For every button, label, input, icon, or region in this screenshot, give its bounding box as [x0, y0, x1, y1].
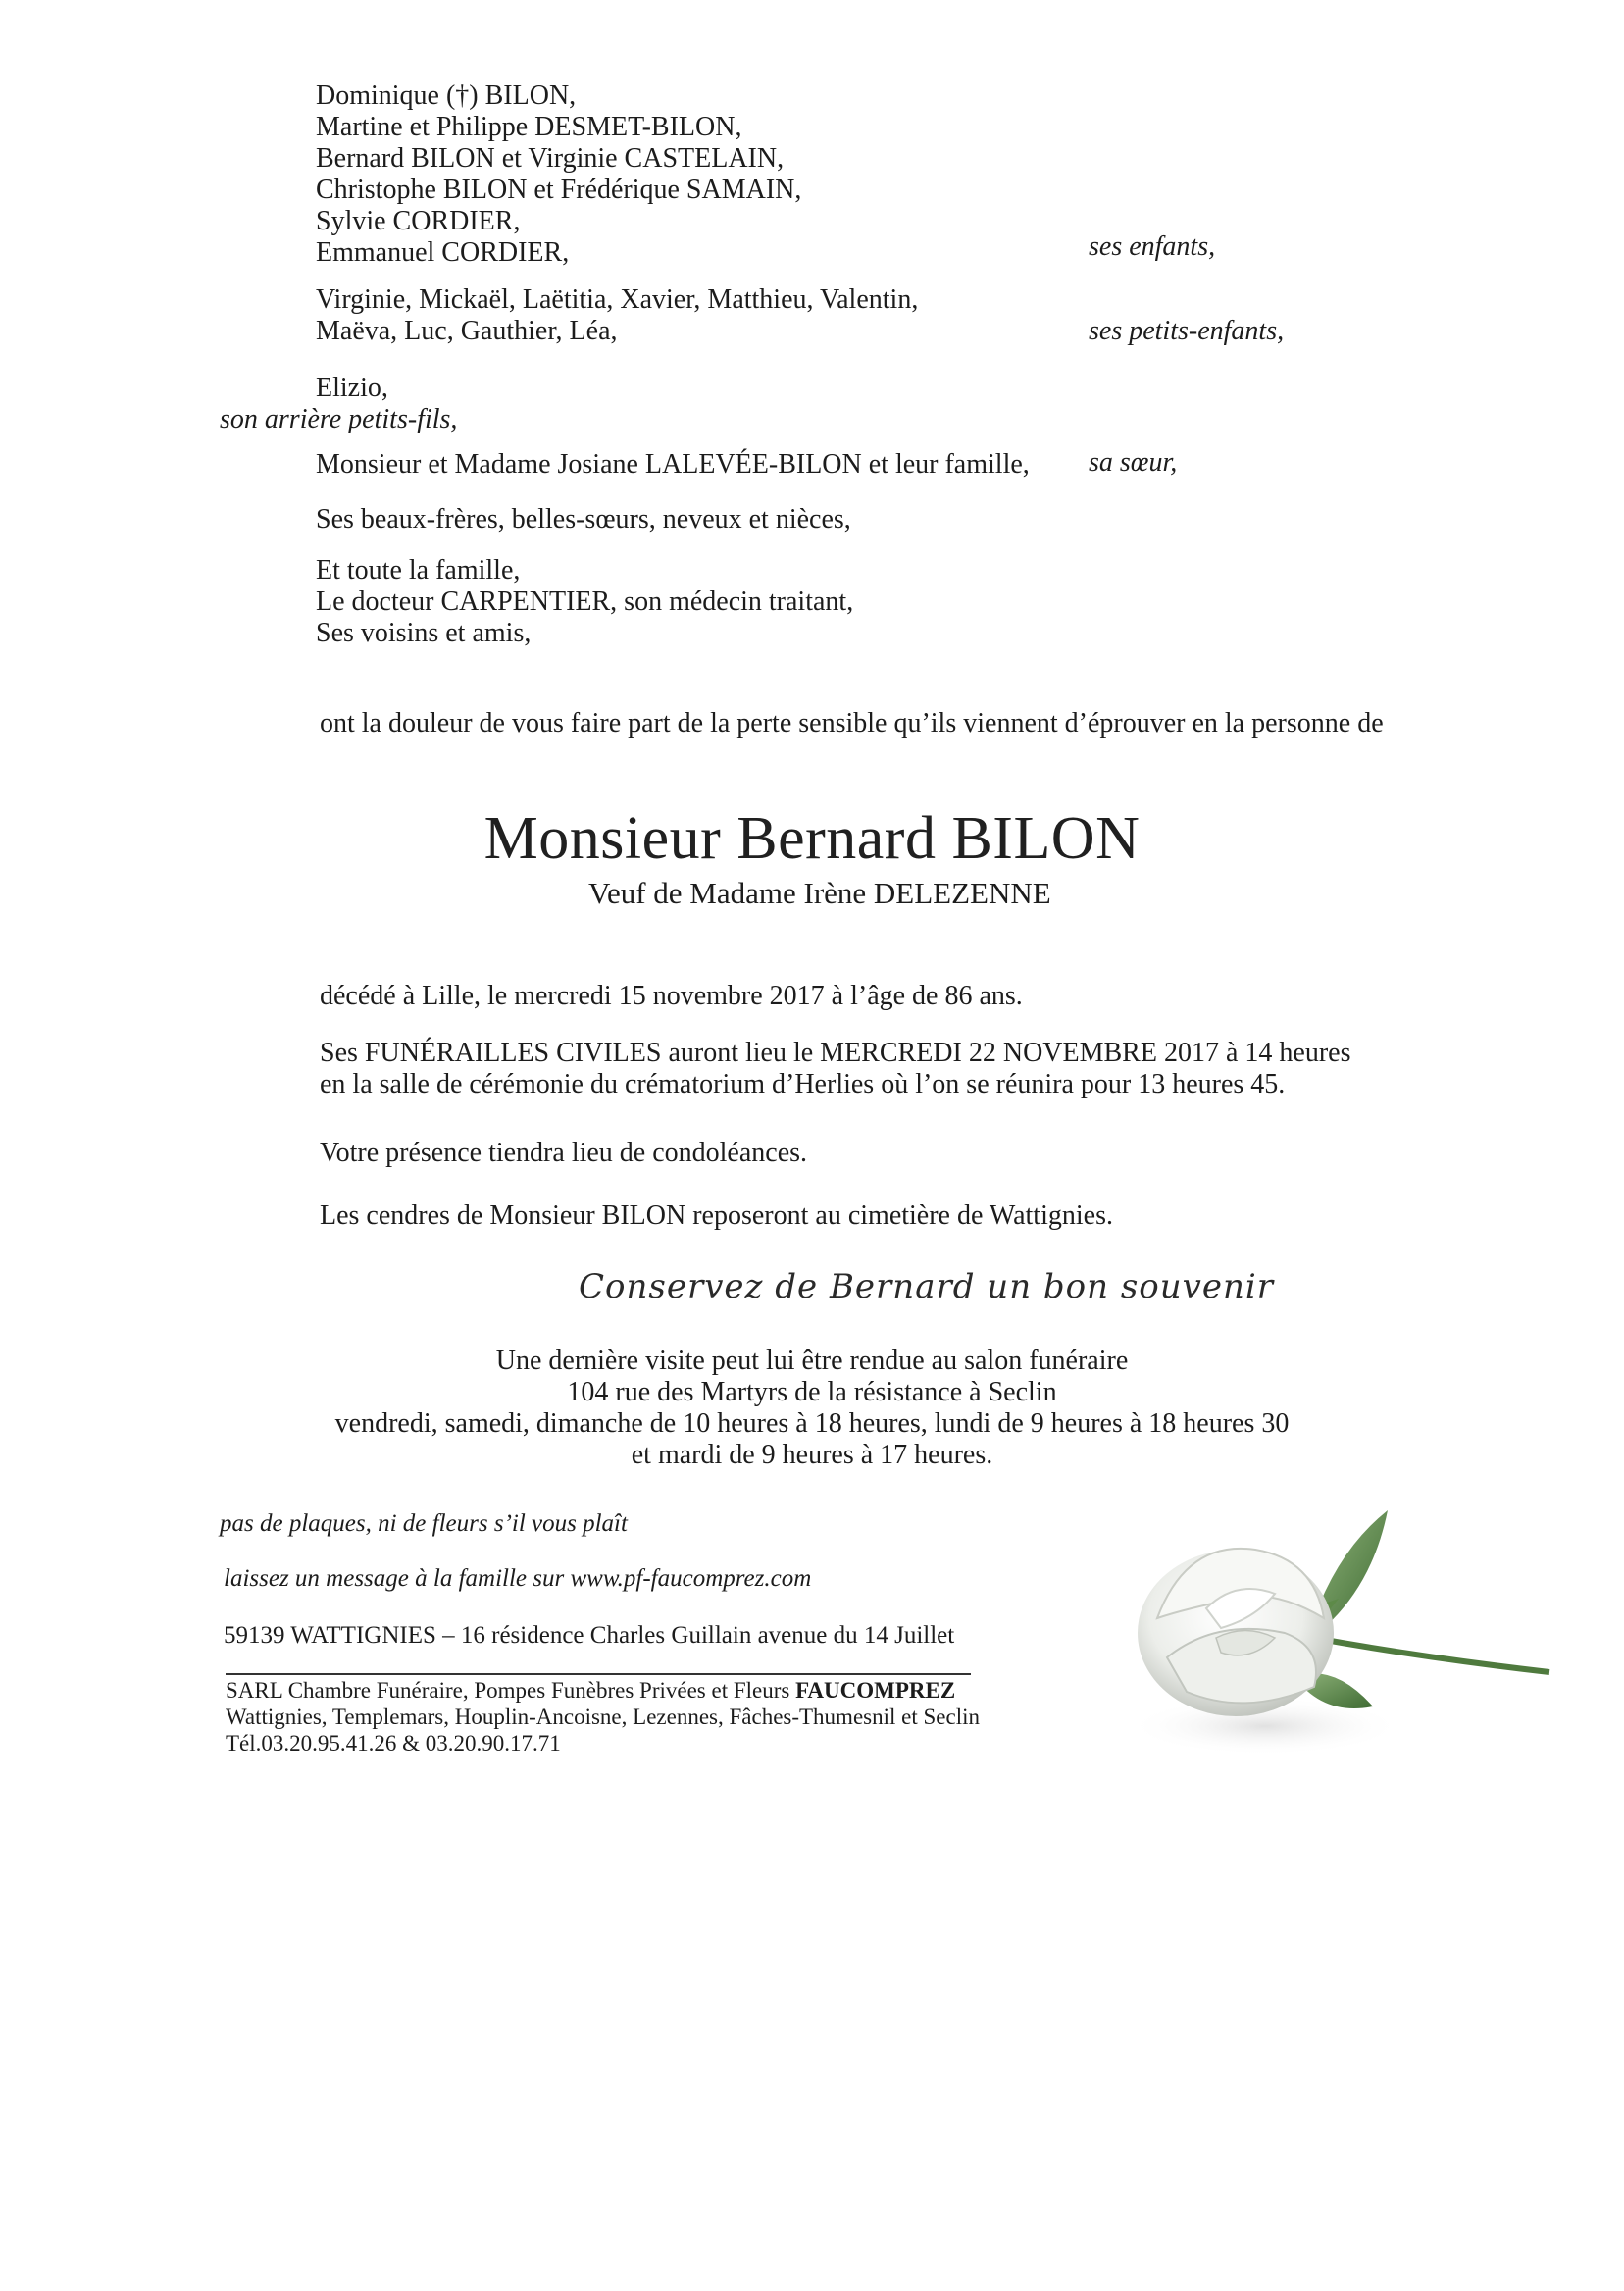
family-member: Maëva, Luc, Gauthier, Léa,: [316, 316, 618, 346]
family-member: Bernard BILON et Virginie CASTELAIN,: [316, 143, 785, 174]
company-prefix: SARL Chambre Funéraire, Pompes Funèbres Privées et Fleurs: [226, 1678, 796, 1703]
towns-line: Wattignies, Templemars, Houplin-Ancoisne, Lezennes, Fâches-Thumesnil et Seclin: [226, 1705, 980, 1729]
family-member: Dominique (†) BILON,: [316, 80, 577, 111]
family-member: Ses voisins et amis,: [316, 618, 532, 648]
phone-line: Tél.03.20.95.41.26 & 03.20.90.17.71: [226, 1731, 561, 1756]
visit-line: et mardi de 9 heures à 17 heures.: [631, 1440, 993, 1470]
family-member: Emmanuel CORDIER,: [316, 237, 570, 268]
souvenir-wrap: [579, 1267, 1274, 1306]
children-role: ses enfants,: [1089, 231, 1216, 262]
grandchildren-list: [316, 284, 918, 347]
grandchildren-role: ses petits-enfants,: [1089, 316, 1285, 346]
condolences-line: Votre présence tiendra lieu de condoléances.: [320, 1138, 808, 1168]
footer-divider: [226, 1673, 971, 1675]
deceased-name: Monsieur Bernard BILON: [483, 805, 1141, 872]
great-grandson-role: son arrière petits-fils,: [220, 404, 458, 434]
company-name: FAUCOMPREZ: [795, 1678, 956, 1703]
funeral-line: en la salle de cérémonie du crématorium d’Herlies où l’on se réunira pour 13 heures 45.: [320, 1069, 1286, 1099]
widow-line-wrap: [588, 876, 1051, 911]
sister-line: Monsieur et Madame Josiane LALEVÉE-BILON et leur famille,: [316, 449, 1030, 480]
family-member: Virginie, Mickaël, Laëtitia, Xavier, Matthieu, Valentin,: [316, 284, 919, 315]
visit-line: Une dernière visite peut lui être rendue au salon funéraire: [495, 1346, 1129, 1376]
announcement-text: ont la douleur de vous faire part de la perte sensible qu’ils viennent d’éprouver en la personne de: [320, 708, 1384, 738]
sister-role: sa sœur,: [1089, 447, 1178, 478]
funeral-line: Ses FUNÉRAILLES CIVILES auront lieu le MERCREDI 22 NOVEMBRE 2017 à 14 heures: [320, 1038, 1351, 1068]
visit-line: vendredi, samedi, dimanche de 10 heures à 18 heures, lundi de 9 heures à 18 heures 30: [334, 1408, 1290, 1439]
deceased-name-wrap: [0, 804, 1624, 873]
no-flowers-note: pas de plaques, ni de fleurs s’il vous plaît: [220, 1510, 628, 1537]
white-rose-image: [1128, 1491, 1559, 1765]
message-note: laissez un message à la famille sur www.pf-faucomprez.com: [224, 1565, 812, 1592]
widow-of: Veuf de Madame Irène DELEZENNE: [588, 876, 1051, 910]
family-member: Sylvie CORDIER,: [316, 206, 521, 236]
family-member: Et toute la famille,: [316, 555, 521, 585]
funeral-block: [320, 1038, 1350, 1100]
family-member: Le docteur CARPENTIER, son médecin traitant,: [316, 586, 854, 617]
footer-block: [226, 1677, 980, 1756]
children-list: [316, 80, 801, 269]
visit-line: 104 rue des Martyrs de la résistance à Seclin: [567, 1377, 1057, 1407]
family-member: Christophe BILON et Frédérique SAMAIN,: [316, 175, 802, 205]
great-grandson: Elizio,: [316, 373, 388, 403]
in-laws-line: Ses beaux-frères, belles-sœurs, neveux et nièces,: [316, 504, 851, 535]
family-member: Martine et Philippe DESMET-BILON,: [316, 112, 742, 142]
company-line: [226, 1677, 980, 1704]
ashes-line: Les cendres de Monsieur BILON reposeront au cimetière de Wattignies.: [320, 1200, 1113, 1231]
souvenir-text: Conservez de Bernard un bon souvenir: [579, 1267, 1275, 1306]
others-list: [316, 555, 853, 649]
death-line: décédé à Lille, le mercredi 15 novembre 2017 à l’âge de 86 ans.: [320, 981, 1023, 1011]
address-line: 59139 WATTIGNIES – 16 résidence Charles Guillain avenue du 14 Juillet: [224, 1622, 955, 1649]
visit-block: [0, 1346, 1624, 1471]
